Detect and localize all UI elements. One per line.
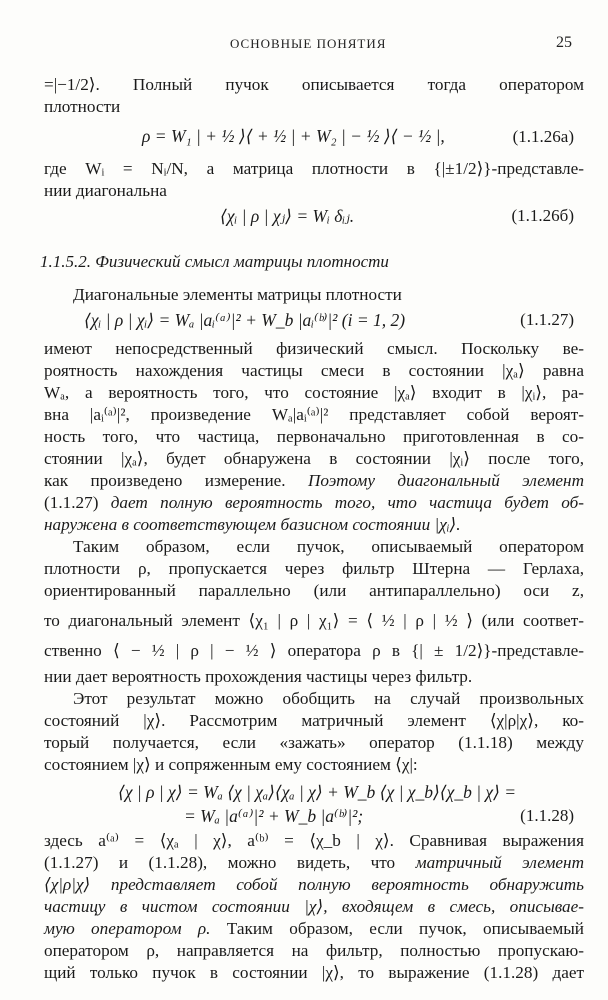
text-line: нии диагональна [44, 181, 167, 200]
emphasis-span: дает полную вероятность того, что частица будет об- [110, 493, 584, 512]
equation-number: (1.1.28) [520, 806, 574, 825]
text-line: Таким образом, если пучок, описываемый оператором [73, 537, 584, 556]
text-line: состояний |χ⟩. Рассмотрим матричный элемент ⟨χ|ρ|χ⟩, ко- [44, 711, 584, 730]
text-line [44, 852, 584, 874]
text-line: вна |aᵢ⁽ᵃ⁾|², произведение Wₐ|aᵢ⁽ᵃ⁾|² представляет собой вероят- [44, 405, 584, 424]
text-line: нии дает вероятность прохождения частицы через фильтр. [44, 667, 473, 686]
emphasis-span: Поэтому диагональный элемент [307, 471, 584, 490]
text-line: Wₐ, а вероятность того, что состояние |χₐ⟩ входит в |χᵢ⟩, ра- [44, 383, 584, 402]
text-line: частицу в чистом состоянии |χ⟩, входящем в смесь, описывае- [44, 897, 584, 916]
text-line: здесь a⁽ᵃ⁾ = ⟨χₐ | χ⟩, a⁽ᵇ⁾ = ⟨χ_b | χ⟩. Сравнивая выражения [44, 831, 584, 850]
equation-expression: ⟨χ | ρ | χ⟩ = Wₐ ⟨χ | χₐ⟩⟨χₐ | χ⟩ + W_b ⟨χ | χ_b⟩⟨χ_b | χ⟩ = [118, 782, 517, 802]
text-line: ориентированный параллельно (или антипараллельно) оси z, [44, 581, 584, 600]
emphasis-span: мую оператором ρ. [44, 919, 227, 938]
text-line: стоянии |χₐ⟩, будет обнаружена в состоянии |χᵢ⟩ после того, [44, 449, 584, 468]
text-line: имеют непосредственный физический смысл. Поскольку ве- [44, 339, 584, 358]
page-number: 25 [556, 34, 572, 51]
text-line: плотности ρ, пропускается через фильтр Штерна — Герлаха, [44, 559, 584, 578]
text-line: ность того, что частица, первоначально приготовленная в со- [44, 427, 584, 446]
text-line: щий только пучок в состоянии |χ⟩, то выражение (1.1.28) дает [44, 963, 584, 982]
text-line: роятность нахождения частицы смеси в состоянии |χₐ⟩ равна [44, 361, 584, 380]
equation-number: (1.1.27) [520, 310, 574, 329]
text-line: то диагональный элемент ⟨χ₁ | ρ | χ₁⟩ = ⟨ ½ | ρ | ½ ⟩ (или соответ- [44, 611, 584, 630]
running-head: ОСНОВНЫЕ ПОНЯТИЯ [230, 36, 387, 51]
text-span: как произведено измерение. [44, 471, 308, 490]
emphasis-span: матричный элемент [415, 853, 584, 872]
section-heading: 1.1.5.2. Физический смысл матрицы плотности [40, 252, 389, 271]
equation-number: (1.1.26б) [511, 206, 574, 225]
equation-expression: ⟨χᵢ | ρ | χⱼ⟩ = Wᵢ δᵢⱼ. [220, 206, 355, 226]
text-line [44, 470, 584, 492]
text-line: ⟨χ|ρ|χ⟩ представляет собой полную вероятность обнаружить [44, 875, 584, 894]
equation-expression: = Wₐ |a⁽ᵃ⁾|² + W_b |a⁽ᵇ⁾|²; [184, 806, 364, 826]
text-line: Этот результат можно обобщить на случай произвольных [73, 689, 584, 708]
text-line [44, 492, 584, 514]
text-line: плотности [44, 97, 121, 116]
equation-1-1-27 [44, 306, 584, 338]
text-line: торый получается, если «зажать» оператор (1.1.18) между [44, 733, 584, 752]
equation-expression: ρ = W₁ | + ½ ⟩⟨ + ½ | + W₂ | − ½ ⟩⟨ − ½ |, [142, 126, 445, 146]
text-span: (1.1.27) и (1.1.28), можно видеть, что [44, 853, 416, 872]
text-line: ственно ⟨ − ½ | ρ | − ½ ⟩ оператора ρ в {| ± 1/2⟩}-представле- [44, 641, 584, 660]
text-line: оператором ρ, направляется на фильтр, полностью пропускаю- [44, 941, 584, 960]
text-line: наружена в соответствующем базисном состоянии |χᵢ⟩. [44, 515, 461, 534]
text-span: (1.1.27) [44, 493, 111, 512]
text-span: Таким образом, если пучок, описываемый [226, 919, 584, 938]
text-line: где Wᵢ = Nᵢ/N, а матрица плотности в {|±1/2⟩}-представле- [44, 159, 584, 178]
text-line: Диагональные элементы матрицы плотности [73, 285, 402, 304]
equation-1-1-26a [44, 118, 584, 158]
page-body [40, 74, 584, 984]
text-line: =|−1/2⟩. Полный пучок описывается тогда оператором [44, 75, 584, 94]
equation-1-1-28 [44, 776, 584, 830]
text-line: состоянием |χ⟩ и сопряженным ему состоянием ⟨χ|: [44, 755, 418, 774]
equation-expression: ⟨χᵢ | ρ | χᵢ⟩ = Wₐ |aᵢ⁽ᵃ⁾|² + W_b |aᵢ⁽ᵇ⁾|² (i = 1, 2) [84, 310, 406, 330]
equation-number: (1.1.26а) [512, 127, 574, 146]
equation-1-1-26b [44, 202, 584, 234]
text-line [44, 918, 584, 940]
